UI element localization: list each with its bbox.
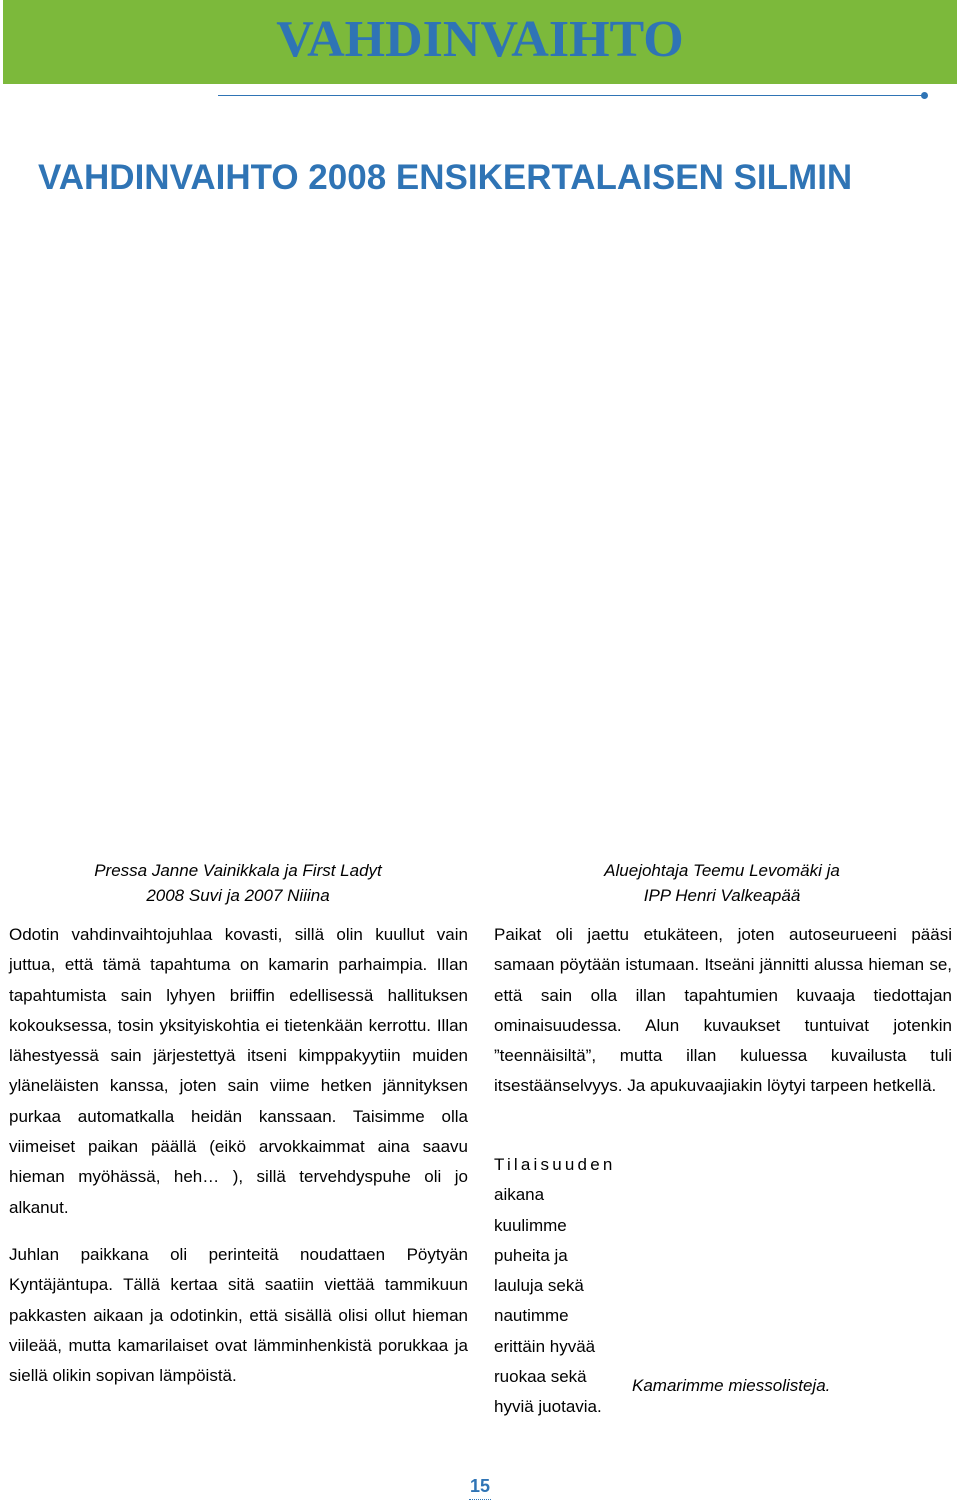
header-rule bbox=[218, 95, 923, 96]
photo-caption-right bbox=[492, 858, 952, 908]
header-rule-dot bbox=[921, 92, 928, 99]
left-column-paragraph-1 bbox=[9, 920, 468, 1223]
paragraph-text: Juhlan paikkana oli perinteitä noudattaen Pöytyän Kyntäjäntupa. Tällä kertaa sitä saatiin viettää tammikuun pakkasten aikaan ja odotinkin, että sisällä olisi ollut hieman viileää, mutta kamarilaiset ovat lämminhenkistä porukkaa ja siellä olikin sopivan lämpöistä. bbox=[9, 1245, 468, 1386]
page-title: VAHDINVAIHTO bbox=[276, 11, 684, 68]
caption-right-line2: IPP Henri Valkeapää bbox=[643, 886, 801, 905]
page-number-underline bbox=[469, 1497, 491, 1500]
caption-right-line1: Aluejohtaja Teemu Levomäki ja bbox=[604, 861, 840, 880]
caption-left-line2: 2008 Suvi ja 2007 Niiina bbox=[146, 886, 330, 905]
paragraph-text: Odotin vahdinvaihtojuhlaa kovasti, sillä olin kuullut vain juttua, että tämä tapahtuma on kamarin parhaimpia. Illan tapahtumista sain lyhyen briiffin edellisessä hallituksen kokouksessa, tosin yksityiskohtia ei tietenkään kerrottu. Illan lähestyessä sain järjestettyä itseni kimppakyytiin muiden yläneläisten kanssa, joten sain viime hetken jännityksen purkaa automatkalla heidän kanssaan. Taisimme olla viimeiset paikan päällä (eikö arvokkaimmat aina saavu hieman myöhässä, heh… ), sillä tervehdyspuhe oli jo alkanut. bbox=[9, 925, 468, 1217]
right-column-paragraph-1 bbox=[494, 920, 952, 1102]
photo-caption-left bbox=[8, 858, 468, 908]
caption-left-line1: Pressa Janne Vainikkala ja First Ladyt bbox=[94, 861, 382, 880]
article-headline: VAHDINVAIHTO 2008 ENSIKERTALAISEN SILMIN bbox=[38, 158, 853, 197]
paragraph-text: aikana kuulimme puheita ja lauluja sekä nautimme erittäin hyvää ruokaa sekä hyviä juotavia. bbox=[494, 1185, 602, 1417]
right-column-paragraph-2 bbox=[494, 1150, 620, 1423]
paragraph-lead-word: Tilaisuuden bbox=[494, 1155, 616, 1174]
left-column-paragraph-2 bbox=[9, 1240, 468, 1391]
page-number: 15 bbox=[469, 1476, 491, 1496]
photo-caption-bottom-right: Kamarimme miessolisteja. bbox=[632, 1376, 831, 1395]
paragraph-text: Paikat oli jaettu etukäteen, joten autoseurueeni pääsi samaan pöytään istumaan. Itseäni jännitti alussa hieman se, että sain olla illan tapahtumien kuvaaja tiedottajan ominaisuudessa. Alun kuvaukset tuntuivat jotenkin ”teennäisiltä”, mutta illan kuluessa kuvailusta tuli itsestäänselvyys. Ja apukuvaajiakin löytyi tarpeen hetkellä. bbox=[494, 925, 952, 1096]
